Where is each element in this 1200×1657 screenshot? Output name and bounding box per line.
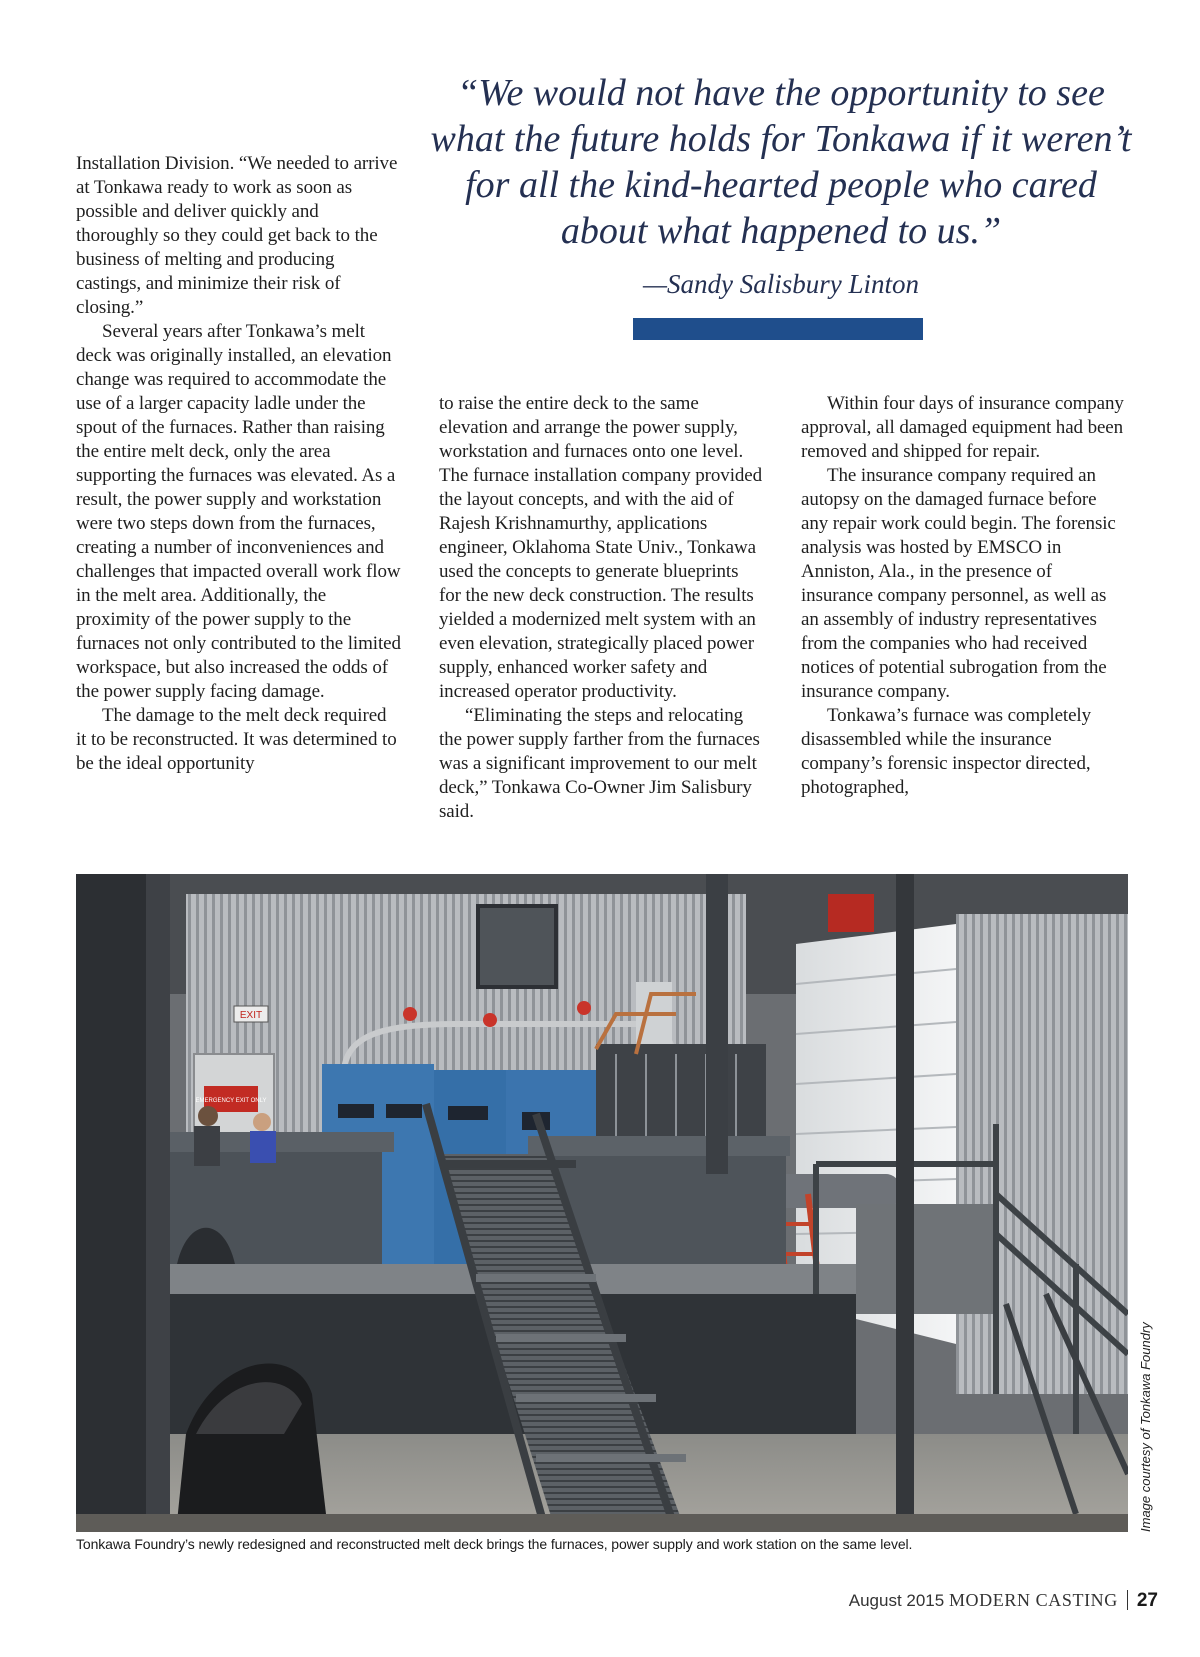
photo-credit: Image courtesy of Tonkawa Foundry	[1138, 1322, 1153, 1532]
issue-date: August 2015	[848, 1591, 945, 1610]
paragraph: Tonkawa’s furnace was completely disassembled while the insurance company’s forensic inspector directed, photographed,	[801, 705, 1092, 798]
paragraph: Within four days of insurance company approval, all damaged equipment had been removed and shipped for repair.	[801, 393, 1124, 462]
exit-sign: EXIT	[239, 1010, 263, 1021]
pull-quote-attribution: —Sandy Salisbury Linton	[642, 269, 919, 299]
paragraph: The damage to the melt deck required it to be reconstructed. It was determined to be the ideal opportunity	[76, 705, 397, 774]
paragraph: to raise the entire deck to the same elevation and arrange the power supply, workstation and furnaces onto one level. The furnace installation company provided the layout concepts, and with the aid of Rajesh Krishnamurthy, applications engineer, Oklahoma State Univ., Tonkawa used the concepts to generate blueprints for the new deck construction. The results yielded a modernized melt system with an even elevation, strategically placed power supply, enhanced worker safety and increased operator productivity.	[439, 393, 763, 702]
photo-caption: Tonkawa Foundry’s newly redesigned and reconstructed melt deck brings the furnaces, power supply and work station on the same level.	[76, 1536, 913, 1552]
article-column-1	[76, 152, 401, 776]
magazine-title: MODERN CASTING	[948, 1590, 1118, 1610]
melt-deck-photo	[76, 874, 1128, 1532]
paragraph: Several years after Tonkawa’s melt deck was originally installed, an elevation change was required to accommodate the use of a larger capacity ladle under the spout of the furnaces. Rather than raising the entire melt deck, only the area supporting the furnaces was elevated. As a result, the power supply and workstation were two steps down from the furnaces, creating a number of inconveniences and challenges that impacted overall work flow in the melt area. Additionally, the proximity of the power supply to the furnaces not only contributed to the limited workspace, but also increased the odds of the power supply facing damage.	[76, 321, 401, 702]
paragraph: Installation Division. “We needed to arrive at Tonkawa ready to work as soon as possible and deliver quickly and thoroughly so they could get back to the business of melting and producing castings, and minimize their risk of closing.”	[76, 153, 398, 318]
emergency-exit-sign: EMERGENCY EXIT ONLY	[195, 1098, 267, 1104]
article-column-3	[801, 392, 1126, 800]
paragraph: “Eliminating the steps and relocating the power supply farther from the furnaces was a significant improvement to our melt deck,” Tonkawa Co-Owner Jim Salisbury said.	[439, 705, 760, 822]
footer-divider	[1127, 1590, 1128, 1610]
pull-quote-accent-bar	[633, 318, 923, 340]
pull-quote: “We would not have the opportunity to see what the future holds for Tonkawa if it weren’t for all the kind-hearted people who cared about what happened to us.”	[430, 72, 1132, 252]
article-column-2	[439, 392, 764, 824]
page-footer	[849, 1589, 1158, 1612]
paragraph: The insurance company required an autopsy on the damaged furnace before any repair work could begin. The forensic analysis was hosted by EMSCO in Anniston, Ala., in the presence of insurance company personnel, as well as an assembly of industry representatives from the companies who had received notices of potential subrogation from the insurance company.	[801, 465, 1116, 702]
page-number: 27	[1136, 1590, 1158, 1611]
